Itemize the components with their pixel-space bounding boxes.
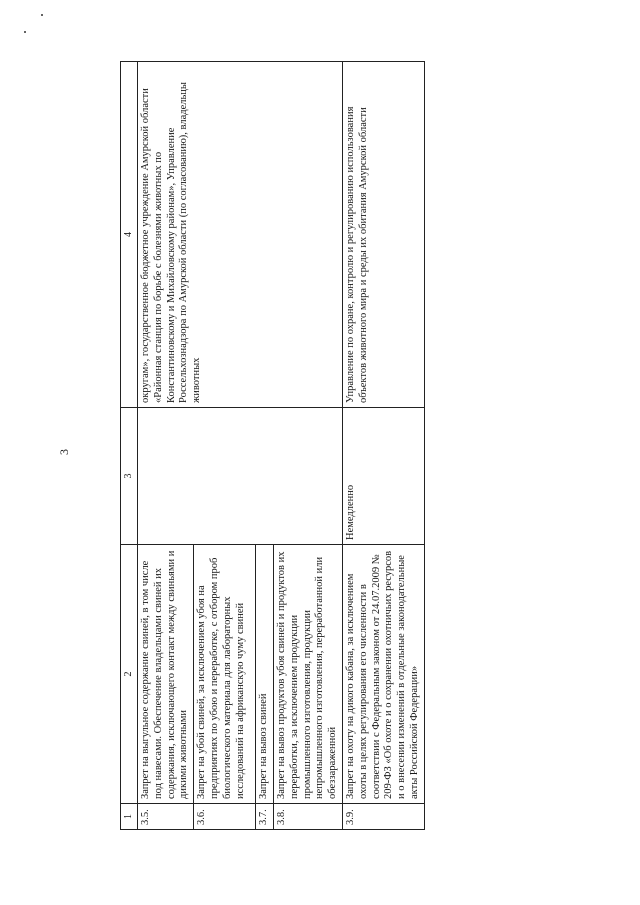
measure-text: Запрет на убой свиней, за исключением убоя на предприятиях по убою и переработке, с отбором проб биологического материала для лабораторных исследований на африканскую чуму свиней bbox=[194, 545, 256, 804]
row-number: 3.5. bbox=[138, 804, 194, 830]
table-container bbox=[120, 62, 420, 830]
table-row bbox=[138, 62, 194, 830]
header-col-1: 1 bbox=[121, 804, 138, 830]
table-row bbox=[342, 62, 424, 830]
term-cell bbox=[138, 408, 343, 545]
header-col-4: 4 bbox=[121, 62, 138, 408]
responsible-cell: округам», государственное бюджетное учреждение Амурской области «Районная станция по борьбе с болезнями животных по Константиновскому и Михайловскому районам», Управление Россельхознадзора по Амурской области (по согласованию), владельцы животных bbox=[138, 62, 343, 408]
scan-speck bbox=[41, 14, 43, 16]
responsible-cell: Управление по охране, контролю и регулированию использования объектов животного мира и среды их обитания Амурской области bbox=[342, 62, 424, 408]
header-col-3: 3 bbox=[121, 408, 138, 545]
measure-text: Запрет на выгульное содержание свиней, в том числе под навесами. Обеспечение владельцами свиней их содержания, исключающего контакт между свиньями и дикими животными bbox=[138, 545, 194, 804]
measure-text: Запрет на вывоз свиней bbox=[256, 545, 274, 804]
row-number: 3.7. bbox=[256, 804, 274, 830]
rotated-table-area bbox=[120, 62, 420, 830]
measure-text: Запрет на охоту на дикого кабана, за исключением охоты в целях регулирования его численности в соответствии с Федеральным законом от 24.07.2009 № 209-ФЗ «Об охоте и о сохранении охотничьих ресурсов и о внесении изменений в отдельные законодательные акты Российской Федерации» bbox=[342, 545, 424, 804]
page-number: 3 bbox=[57, 449, 71, 455]
table-header-row bbox=[121, 62, 138, 830]
row-number: 3.8. bbox=[273, 804, 342, 830]
term-cell: Немедленно bbox=[342, 408, 424, 545]
header-col-2: 2 bbox=[121, 545, 138, 804]
measure-text: Запрет на вывоз продуктов убоя свиней и продуктов их переработки, за исключением продукции промышленного изготовления, продукции непромышленного изготовления, переработанной или обеззараженной bbox=[273, 545, 342, 804]
row-number: 3.9. bbox=[342, 804, 424, 830]
measures-table bbox=[120, 61, 425, 830]
scan-speck bbox=[24, 31, 26, 33]
row-number: 3.6. bbox=[194, 804, 256, 830]
